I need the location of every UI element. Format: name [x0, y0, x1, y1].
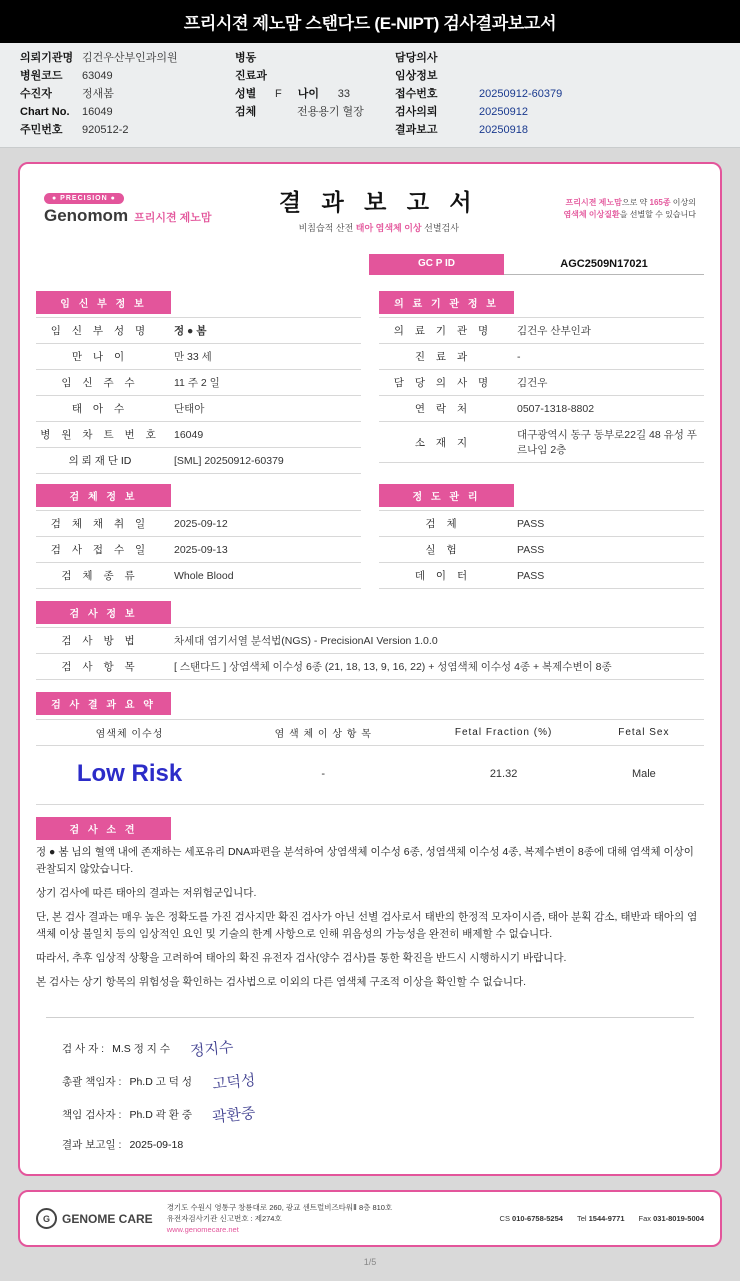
table-row	[36, 344, 361, 370]
header-field	[235, 69, 395, 83]
table-row	[36, 628, 704, 654]
signature-report-date	[46, 1131, 386, 1158]
row-key: 데 이 터	[414, 570, 472, 582]
signature-chief-inspector	[46, 1098, 386, 1131]
report-banner-title: 프리시젼 제노맘 스탠다드 (E-NIPT) 검사결과보고서	[0, 0, 740, 43]
subtitle-highlight: 태아 염색체 이상	[355, 223, 422, 233]
hospital-info-column	[379, 281, 704, 474]
section-heading-test-info: 검 사 정 보	[36, 601, 171, 624]
row-value: PASS	[517, 517, 545, 530]
top-note-count: 165종	[649, 198, 671, 207]
row-key: 임 신 주 수	[61, 377, 139, 389]
row-key: 연 락 처	[414, 403, 472, 415]
signature-block	[46, 1017, 694, 1158]
row-value: Whole Blood	[174, 569, 234, 582]
row-value: 만 33 세	[174, 351, 212, 363]
header-label: 진료과	[235, 70, 267, 82]
opinion-paragraph: 따라서, 추후 임상적 상황을 고려하여 태아의 확진 유전자 검사(양수 검사)를 통한 확진을 반드시 시행하시기 바랍니다.	[36, 952, 567, 964]
section-heading-specimen: 검 체 정 보	[36, 484, 171, 507]
header-label: 검사의뢰	[395, 106, 438, 118]
header-label: 의뢰기관명	[20, 52, 74, 64]
section-heading-qc: 정 도 관 리	[379, 484, 514, 507]
row-key: 검 사 항 목	[61, 661, 139, 673]
quality-control-table	[379, 510, 704, 589]
specimen-info-table	[36, 510, 361, 589]
report-title-block	[212, 184, 546, 234]
row-value-text: 정 ● 봄	[174, 325, 207, 337]
table-row	[379, 370, 704, 396]
header-label: 접수번호	[395, 88, 438, 100]
row-key: 태 아 수	[71, 403, 129, 415]
opinion-body	[36, 844, 704, 991]
header-label: 병동	[235, 52, 257, 64]
signature-mark: 고덕성	[211, 1070, 257, 1094]
contact-fax-value: 031-8019-5004	[653, 1214, 704, 1223]
header-value-sex: F	[275, 88, 282, 100]
row-value: 2025-09-13	[174, 543, 228, 556]
table-row	[36, 448, 361, 474]
contact-fax	[639, 1214, 705, 1223]
header-field-sex-age	[235, 87, 395, 101]
table-row	[379, 344, 704, 370]
opinion-paragraph: 상기 검사에 따른 태아의 결과는 저위험군입니다.	[36, 887, 257, 899]
header-label: 임상정보	[395, 70, 438, 82]
page-number: 1/5	[363, 1257, 377, 1267]
top-note-brand: 프리시젼 제노맘	[565, 198, 622, 207]
result-fetal-sex: Male	[631, 768, 656, 780]
footer-url[interactable]: www.genomecare.net	[166, 1225, 239, 1234]
signature-label: 검 사 자 :	[62, 1043, 105, 1055]
row-value: 16049	[174, 428, 204, 441]
table-row	[379, 563, 704, 589]
table-row	[36, 318, 361, 344]
report-card	[18, 162, 722, 1176]
header-column-1	[20, 51, 235, 137]
footer-contacts	[500, 1214, 704, 1223]
signature-value: Ph.D 곽 환 중	[129, 1109, 192, 1121]
header-value: 20250912-60379	[479, 88, 563, 100]
signature-mark: 곽환중	[211, 1103, 257, 1127]
header-value: 16049	[82, 106, 113, 118]
row-key: 검 사 방 법	[61, 635, 139, 647]
table-row	[379, 318, 704, 344]
row-value: [ 스탠다드 ] 상염색체 이수성 6종 (21, 18, 13, 9, 16, 22) + 성염색체 이수성 4종 + 복제수변이 8종	[174, 661, 612, 673]
signature-label: 결과 보고일 :	[62, 1139, 122, 1151]
table-row	[36, 370, 361, 396]
row-value: 11 주 2 일	[174, 377, 220, 389]
header-label: 담당의사	[395, 52, 438, 64]
header-field	[395, 87, 562, 101]
result-col-header: Fetal Sex	[584, 720, 704, 746]
row-value: 단태아	[174, 403, 205, 415]
row-key: 검 체	[425, 518, 461, 530]
report-card-header	[36, 178, 704, 244]
section-heading-result-summary: 검 사 결 과 요 약	[36, 692, 171, 715]
row-key: 의 료 기 관 명	[393, 325, 493, 337]
top-note-text: 으로 약	[621, 198, 650, 207]
header-column-2	[235, 51, 395, 137]
header-value: 20250912	[479, 106, 528, 118]
contact-cs	[500, 1214, 563, 1223]
section-heading-hospital: 의 료 기 관 정 보	[379, 291, 514, 314]
header-field	[20, 123, 235, 137]
header-label: Chart No.	[20, 106, 70, 118]
contact-tel-value: 1544-9771	[588, 1214, 625, 1223]
row-key: 의 뢰 재 단 ID	[68, 455, 132, 467]
header-label: 검체	[235, 106, 257, 118]
row-key: 진 료 과	[414, 351, 472, 363]
pregnant-info-table	[36, 317, 361, 474]
table-row	[36, 654, 704, 680]
row-key: 검 체 채 취 일	[50, 518, 150, 530]
table-row	[379, 511, 704, 537]
logo-name	[44, 206, 212, 226]
result-value-row	[36, 746, 704, 805]
footer-card	[18, 1190, 722, 1247]
genome-care-name: GENOME CARE	[62, 1211, 153, 1226]
contact-tel-label: Tel	[576, 1214, 587, 1223]
result-summary-section	[36, 692, 704, 805]
result-fetal-fraction: 21.32	[489, 768, 518, 780]
specimen-info-column	[36, 474, 361, 589]
genome-care-icon: G	[36, 1208, 57, 1229]
header-field	[20, 51, 235, 65]
signature-inspector	[46, 1032, 386, 1065]
quality-control-column	[379, 474, 704, 589]
header-column-3	[395, 51, 562, 137]
row-key: 실 험	[425, 544, 461, 556]
header-label: 결과보고	[395, 124, 438, 136]
table-row	[36, 563, 361, 589]
header-value-age: 33	[337, 88, 350, 100]
top-note-text3: 을 선별할 수 있습니다	[619, 210, 696, 219]
row-value: [SML] 20250912-60379	[174, 454, 284, 467]
precision-badge: ● PRECISION ●	[44, 193, 124, 204]
gcpid-value: AGC2509N17021	[504, 254, 704, 275]
address-line-1: 경기도 수원시 영통구 창룡대로 260, 광교 센트럴비즈타워Ⅱ 8층 810호	[166, 1203, 393, 1212]
header-label: 주민번호	[20, 124, 63, 136]
report-title: 결 과 보 고 서	[278, 189, 479, 215]
contact-tel	[577, 1214, 625, 1223]
signature-label: 총괄 책임자 :	[62, 1076, 122, 1088]
section-heading-opinion: 검 사 소 견	[36, 817, 171, 840]
row-value: 2025-09-12	[174, 517, 228, 530]
header-value: 김건우산부인과의원	[82, 52, 178, 64]
header-field	[395, 105, 562, 119]
header-field	[20, 87, 235, 101]
result-header-row	[36, 720, 704, 746]
row-key: 병 원 차 트 번 호	[40, 429, 160, 441]
header-field	[20, 69, 235, 83]
header-label-age: 나이	[297, 88, 319, 100]
row-key: 만 나 이	[71, 351, 129, 363]
contact-fax-label: Fax	[638, 1214, 652, 1223]
specimen-qc-columns	[36, 474, 704, 589]
signature-supervisor	[46, 1065, 386, 1098]
signature-value: 2025-09-18	[129, 1138, 184, 1151]
row-key: 검 사 접 수 일	[50, 544, 150, 556]
result-summary-table	[36, 719, 704, 805]
opinion-paragraph: 정 ● 봄 님의 혈액 내에 존재하는 세포유리 DNA파편을 분석하여 상염색체 이수성 6종, 성염색체 이수성 4종, 복제수변이 8종에 대해 염색체 이상이 관찰되지 않았습니다.	[36, 846, 694, 875]
header-field	[395, 51, 562, 65]
info-columns	[36, 281, 704, 474]
test-info-section	[36, 601, 704, 680]
opinion-paragraph: 단, 본 검사 결과는 매우 높은 정확도를 가진 검사지만 확진 검사가 아닌 선별 검사로서 태반의 한정적 모자이시즘, 태아 분획 감소, 태반과 태아의 염색체 이상 불일치 등의 임상적인 요인 및 기술의 한계 사항으로 인해 위음성의 가능성을 완전히 배제할 수 없습니다.	[36, 911, 698, 940]
row-value: 김건우 산부인과	[517, 325, 591, 337]
genome-care-logo	[36, 1208, 153, 1229]
opinion-section	[36, 817, 704, 991]
contact-cs-value: 010-6758-5254	[512, 1214, 563, 1223]
table-row	[36, 422, 361, 448]
row-value: PASS	[517, 569, 545, 582]
top-note-text2: 이상의	[670, 198, 696, 207]
row-value	[164, 318, 361, 344]
top-note-disease: 염색체 이상질환	[563, 210, 620, 219]
opinion-paragraph: 본 검사는 상기 항목의 위험성을 확인하는 검사법으로 이외의 다른 염색체 구조적 이상을 확인할 수 없습니다.	[36, 976, 527, 988]
signature-label: 책임 검사자 :	[62, 1109, 122, 1121]
row-key: 소 재 지	[414, 436, 472, 449]
table-row	[379, 396, 704, 422]
header-value: 920512-2	[82, 124, 129, 136]
row-value: -	[517, 350, 521, 363]
result-col-header: Fetal Fraction (%)	[423, 720, 583, 746]
row-key: 검 체 종 류	[61, 570, 139, 582]
table-row	[379, 537, 704, 563]
header-field	[395, 123, 562, 137]
pregnant-info-column	[36, 281, 361, 474]
result-col-header: 염색체 이수성	[36, 720, 223, 746]
result-risk-value	[36, 746, 223, 805]
row-value: 대구광역시 동구 동부로22길 48 유성 푸르나임 2층	[517, 429, 697, 456]
patient-header	[0, 43, 740, 148]
subtitle-pre: 비침습적 산전	[298, 223, 356, 233]
result-col-header: 염 색 체 이 상 항 목	[223, 720, 423, 746]
header-field	[20, 105, 235, 119]
row-key: 담 당 의 사 명	[393, 377, 493, 389]
hospital-info-table	[379, 317, 704, 463]
report-subtitle	[212, 221, 546, 234]
header-label: 병원코드	[20, 70, 63, 82]
header-value: 63049	[82, 70, 113, 82]
row-value: PASS	[517, 543, 545, 556]
logo-name-korean: 프리시젼 제노맘	[134, 211, 212, 224]
gcpid-row	[36, 254, 704, 275]
footer-address	[167, 1202, 486, 1235]
logo-name-text: Genomom	[44, 205, 129, 225]
table-row	[36, 396, 361, 422]
table-row	[36, 511, 361, 537]
row-key: 임 신 부 성 명	[50, 325, 150, 337]
row-value: 0507-1318-8802	[517, 402, 595, 415]
contact-cs-label: CS	[499, 1214, 510, 1223]
header-value: 전용용기 혈장	[297, 106, 364, 118]
signature-value: M.S 정 지 수	[112, 1043, 170, 1055]
row-value: 김건우	[517, 377, 548, 389]
gcpid-label: GC P ID	[369, 254, 504, 275]
result-abnormal-items: -	[321, 768, 326, 780]
header-field	[235, 51, 395, 65]
header-label-sex: 성별	[235, 88, 257, 100]
header-label: 수진자	[20, 88, 52, 100]
subtitle-post: 선별검사	[421, 223, 459, 233]
header-value: 정새봄	[82, 88, 114, 100]
report-top-note	[546, 197, 696, 221]
test-info-table	[36, 627, 704, 680]
genomom-logo	[44, 193, 212, 226]
row-value: 차세대 염기서열 분석법(NGS) - PrecisionAI Version 1.0.0	[174, 635, 438, 647]
signature-mark: 정지수	[189, 1037, 235, 1061]
table-row	[379, 422, 704, 463]
table-row	[36, 537, 361, 563]
header-value: 20250918	[479, 124, 528, 136]
header-field	[395, 69, 562, 83]
signature-value: Ph.D 고 덕 성	[129, 1076, 192, 1088]
header-field	[235, 105, 395, 119]
risk-label: Low Risk	[76, 760, 183, 787]
address-line-2: 유전자검사기관 신고번호 : 제274호	[166, 1214, 282, 1223]
section-heading-pregnant: 임 신 부 정 보	[36, 291, 171, 314]
